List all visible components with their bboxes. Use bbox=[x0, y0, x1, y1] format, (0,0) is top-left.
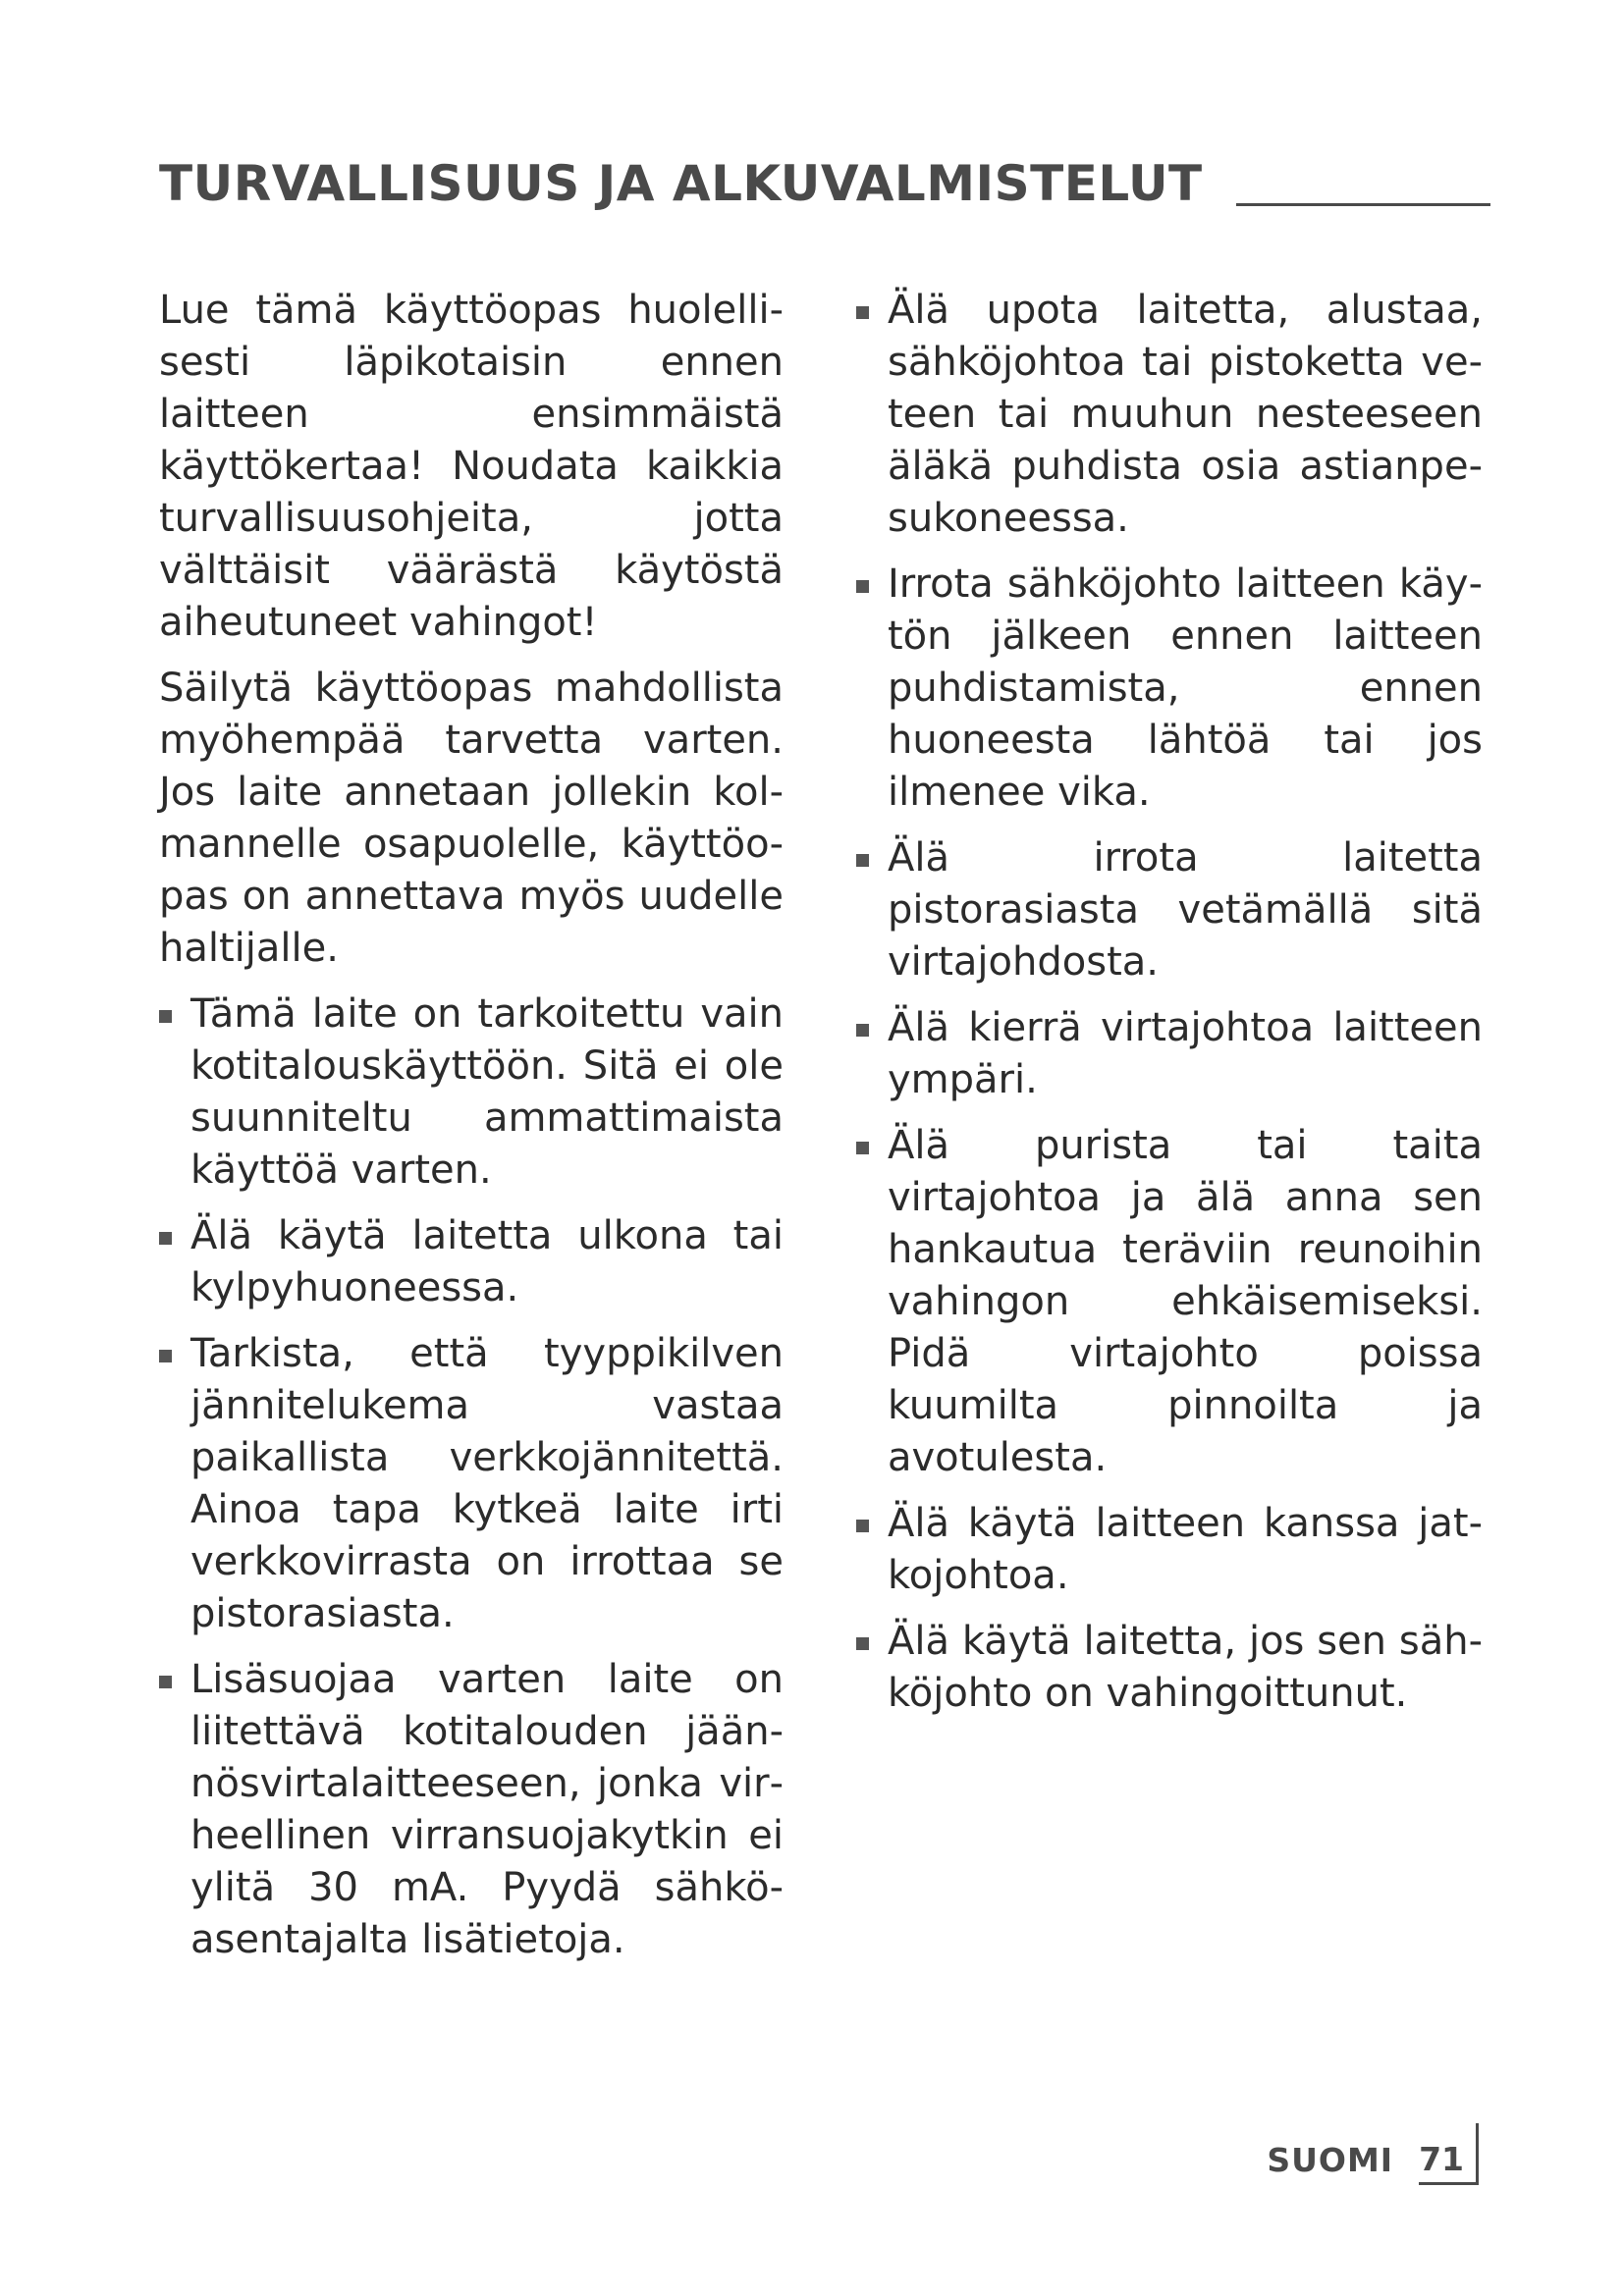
square-bullet-icon bbox=[856, 1142, 869, 1154]
square-bullet-icon bbox=[856, 1520, 869, 1532]
list-item-text: Älä käytä laitetta ulkona tai kylpyhuoneessa. bbox=[190, 1213, 784, 1310]
square-bullet-icon bbox=[856, 306, 869, 319]
square-bullet-icon bbox=[159, 1010, 172, 1023]
intro-paragraph: Lue tämä käyttöopas huolellisesti läpikotaisin ennen laitteen ensimmäistä käyttökertaa! Noudata kaikkia turvallisuusohjeita, jotta välttäisit väärästä käytöstä aiheutuneet vahingot! bbox=[159, 288, 784, 645]
right-column bbox=[856, 285, 1483, 1734]
list-item-text: Irrota sähköjohto laitteen käytön jälkeen ennen laitteen puhdistamista, ennen huoneesta lähtöä tai jos ilmenee vika. bbox=[888, 561, 1483, 815]
title-rule-divider bbox=[1236, 203, 1490, 206]
page-number: 71 bbox=[1419, 2140, 1464, 2178]
page-footer bbox=[1267, 2126, 1479, 2185]
page-heading bbox=[159, 155, 1490, 212]
list-item bbox=[856, 1616, 1483, 1720]
list-item bbox=[159, 1328, 784, 1640]
square-bullet-icon bbox=[159, 1676, 172, 1688]
list-item-text: Älä kierrä virtajohtoa laitteen ympäri. bbox=[888, 1005, 1483, 1102]
language-label: SUOMI bbox=[1267, 2141, 1394, 2179]
square-bullet-icon bbox=[856, 854, 869, 867]
storage-paragraph: Säilytä käyttöopas mahdollista myöhempää tarvetta varten. Jos laite annetaan jollekin kolmannelle osapuolelle, käyttöopas on annettava myös uudelle haltijalle. bbox=[159, 666, 784, 971]
list-item-text: Älä käytä laitteen kanssa jatkojohtoa. bbox=[888, 1501, 1483, 1598]
list-item-text: Tarkista, että tyyppikilven jännitelukema vastaa paikallista verkkojännitettä. Ainoa tapa kytkeä laite irti verkkovirrasta on irrottaa se pistorasiasta. bbox=[190, 1331, 784, 1636]
right-bullet-list bbox=[856, 285, 1483, 1720]
list-item bbox=[159, 1210, 784, 1314]
square-bullet-icon bbox=[856, 580, 869, 593]
page-title: TURVALLISUUS JA ALKUVALMISTELUT bbox=[159, 155, 1203, 212]
left-bullet-list bbox=[159, 988, 784, 1966]
square-bullet-icon bbox=[856, 1637, 869, 1650]
list-item-text: Tämä laite on tarkoitettu vain kotitalouskäyttöön. Sitä ei ole suunniteltu ammattimaista käyttöä varten. bbox=[190, 991, 784, 1193]
list-item-text: Älä käytä laitetta, jos sen sähköjohto on vahingoittunut. bbox=[888, 1619, 1483, 1716]
list-item bbox=[856, 1120, 1483, 1484]
list-item bbox=[159, 988, 784, 1197]
list-item bbox=[856, 1498, 1483, 1602]
list-item-text: Lisäsuojaa varten laite on liitettävä kotitalouden jäännösvirtalaitteeseen, jonka virheellinen virransuojakytkin ei ylitä 30 mA. Pyydä sähköasentajalta lisätietoja. bbox=[190, 1657, 784, 1962]
list-item-text: Älä irrota laitetta pistorasiasta vetämällä sitä virtajohdosta. bbox=[888, 835, 1483, 985]
page-number-corner bbox=[1419, 2123, 1479, 2185]
list-item bbox=[856, 832, 1483, 988]
list-item bbox=[856, 1002, 1483, 1106]
list-item bbox=[856, 285, 1483, 545]
left-column bbox=[159, 285, 784, 1980]
square-bullet-icon bbox=[159, 1350, 172, 1362]
square-bullet-icon bbox=[856, 1024, 869, 1037]
list-item-text: Älä upota laitetta, alustaa, sähköjohtoa tai pistoketta veteen tai muuhun nesteeseen äläkä puhdista osia astianpesukoneessa. bbox=[888, 288, 1483, 541]
list-item bbox=[159, 1654, 784, 1966]
square-bullet-icon bbox=[159, 1232, 172, 1245]
list-item bbox=[856, 559, 1483, 819]
list-item-text: Älä purista tai taita virtajohtoa ja älä anna sen hankautua teräviin reunoihin vahingon ehkäisemiseksi. Pidä virtajohto poissa kuumilta pinnoilta ja avotulesta. bbox=[888, 1123, 1483, 1480]
